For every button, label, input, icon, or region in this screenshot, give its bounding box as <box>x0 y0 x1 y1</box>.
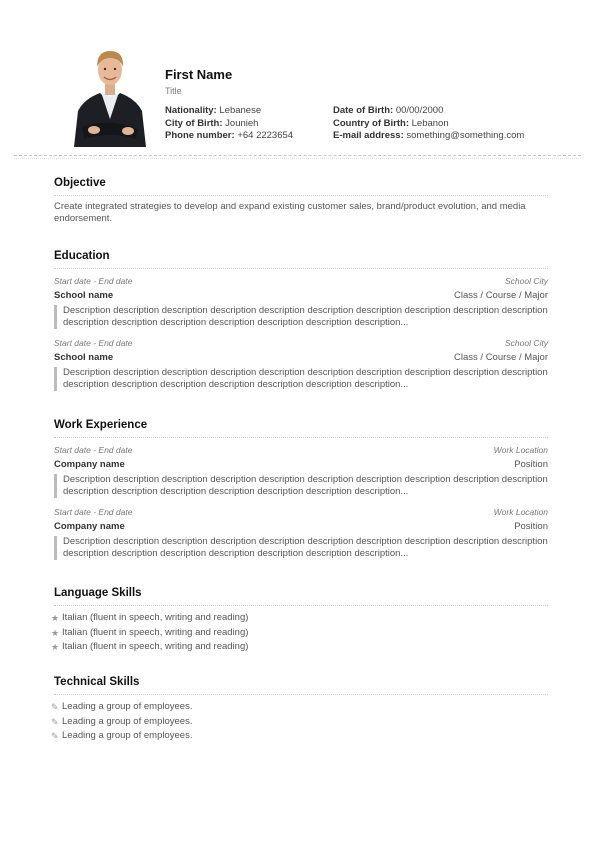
info-value: +64 2223654 <box>237 130 294 141</box>
star-icon: ★ <box>51 613 60 623</box>
section-heading: Objective <box>54 177 548 196</box>
info-label: Date of Birth: <box>333 105 394 116</box>
header-divider <box>14 155 581 156</box>
entry-name: School name <box>54 290 114 301</box>
personal-info-left <box>165 105 293 143</box>
info-nationality <box>165 105 293 118</box>
entry-description: Description description description description description description description description description description description description description description description description description... <box>54 474 548 498</box>
info-value: something@something.com <box>406 130 525 141</box>
info-date-of-birth <box>333 105 524 118</box>
entry-location: School City <box>505 338 548 348</box>
profile-photo <box>72 45 148 147</box>
info-value: 00/00/2000 <box>395 105 444 116</box>
star-icon: ★ <box>51 642 60 652</box>
pencil-icon: ✎ <box>51 702 59 712</box>
info-label: Phone number: <box>165 130 235 141</box>
entry-description: Description description description description description description description description description description description description description description description description description... <box>54 305 548 329</box>
pencil-icon: ✎ <box>51 716 59 727</box>
list-item <box>51 729 548 744</box>
info-label: Nationality: <box>165 105 217 116</box>
entry-location: School City <box>505 276 548 286</box>
entry-dates: Start date - End date <box>54 276 133 286</box>
language-item: Italian (fluent in speech, writing and reading) <box>62 612 249 623</box>
candidate-name: First Name <box>165 67 233 82</box>
section-heading: Education <box>54 250 548 269</box>
entry-name: School name <box>54 352 114 363</box>
entry-description: Description description description description description description description description description description description description description description description description description... <box>54 367 548 391</box>
entry-dates: Start date - End date <box>54 507 133 517</box>
work-experience-section <box>54 419 548 560</box>
info-country-of-birth <box>333 118 524 131</box>
info-label: Country of Birth: <box>333 117 409 129</box>
entry-dates: Start date - End date <box>54 338 133 348</box>
info-value: Lebanese <box>219 105 262 116</box>
entry-dates: Start date - End date <box>54 445 133 455</box>
technical-item: Leading a group of employees. <box>62 701 193 712</box>
education-entry <box>54 276 548 329</box>
work-entry <box>54 507 548 560</box>
resume-header <box>0 0 595 150</box>
language-item: Italian (fluent in speech, writing and reading) <box>62 626 249 638</box>
entry-detail: Position <box>514 521 548 532</box>
education-entry <box>54 338 548 391</box>
section-heading: Technical Skills <box>54 676 548 695</box>
info-email <box>333 130 524 143</box>
objective-text: Create integrated strategies to develop and expand existing customer sales, brand/product evolution, and media endorsement. <box>54 201 526 224</box>
language-skills-section <box>51 587 548 655</box>
info-phone <box>165 130 293 143</box>
list-item <box>51 626 548 641</box>
entry-detail: Class / Course / Major <box>454 352 548 363</box>
objective-section <box>54 177 548 225</box>
section-heading: Language Skills <box>54 587 548 606</box>
technical-item: Leading a group of employees. <box>62 715 193 727</box>
personal-info-right <box>333 105 524 143</box>
education-section <box>54 250 548 391</box>
info-label: City of Birth: <box>165 117 223 129</box>
info-label: E-mail address: <box>333 130 404 141</box>
language-item: Italian (fluent in speech, writing and reading) <box>62 641 249 652</box>
work-entry <box>54 445 548 498</box>
section-heading: Work Experience <box>54 419 548 438</box>
entry-detail: Position <box>514 459 548 470</box>
star-icon: ★ <box>51 627 60 638</box>
candidate-title: Title <box>165 86 182 96</box>
header-divider-secondary <box>14 158 581 159</box>
pencil-icon: ✎ <box>51 731 59 741</box>
entry-name: Company name <box>54 521 125 532</box>
info-value: Lebanon <box>411 117 449 129</box>
list-item <box>51 611 548 626</box>
technical-skills-section <box>51 676 548 744</box>
entry-location: Work Location <box>493 507 548 517</box>
list-item <box>51 715 548 730</box>
info-city-of-birth <box>165 118 293 131</box>
info-value: Jounieh <box>225 117 259 129</box>
entry-description: Description description description description description description description description description description description description description description description description description... <box>54 536 548 560</box>
technical-item: Leading a group of employees. <box>62 730 193 741</box>
entry-location: Work Location <box>493 445 548 455</box>
list-item <box>51 640 548 655</box>
list-item <box>51 700 548 715</box>
entry-detail: Class / Course / Major <box>454 290 548 301</box>
entry-name: Company name <box>54 459 125 470</box>
